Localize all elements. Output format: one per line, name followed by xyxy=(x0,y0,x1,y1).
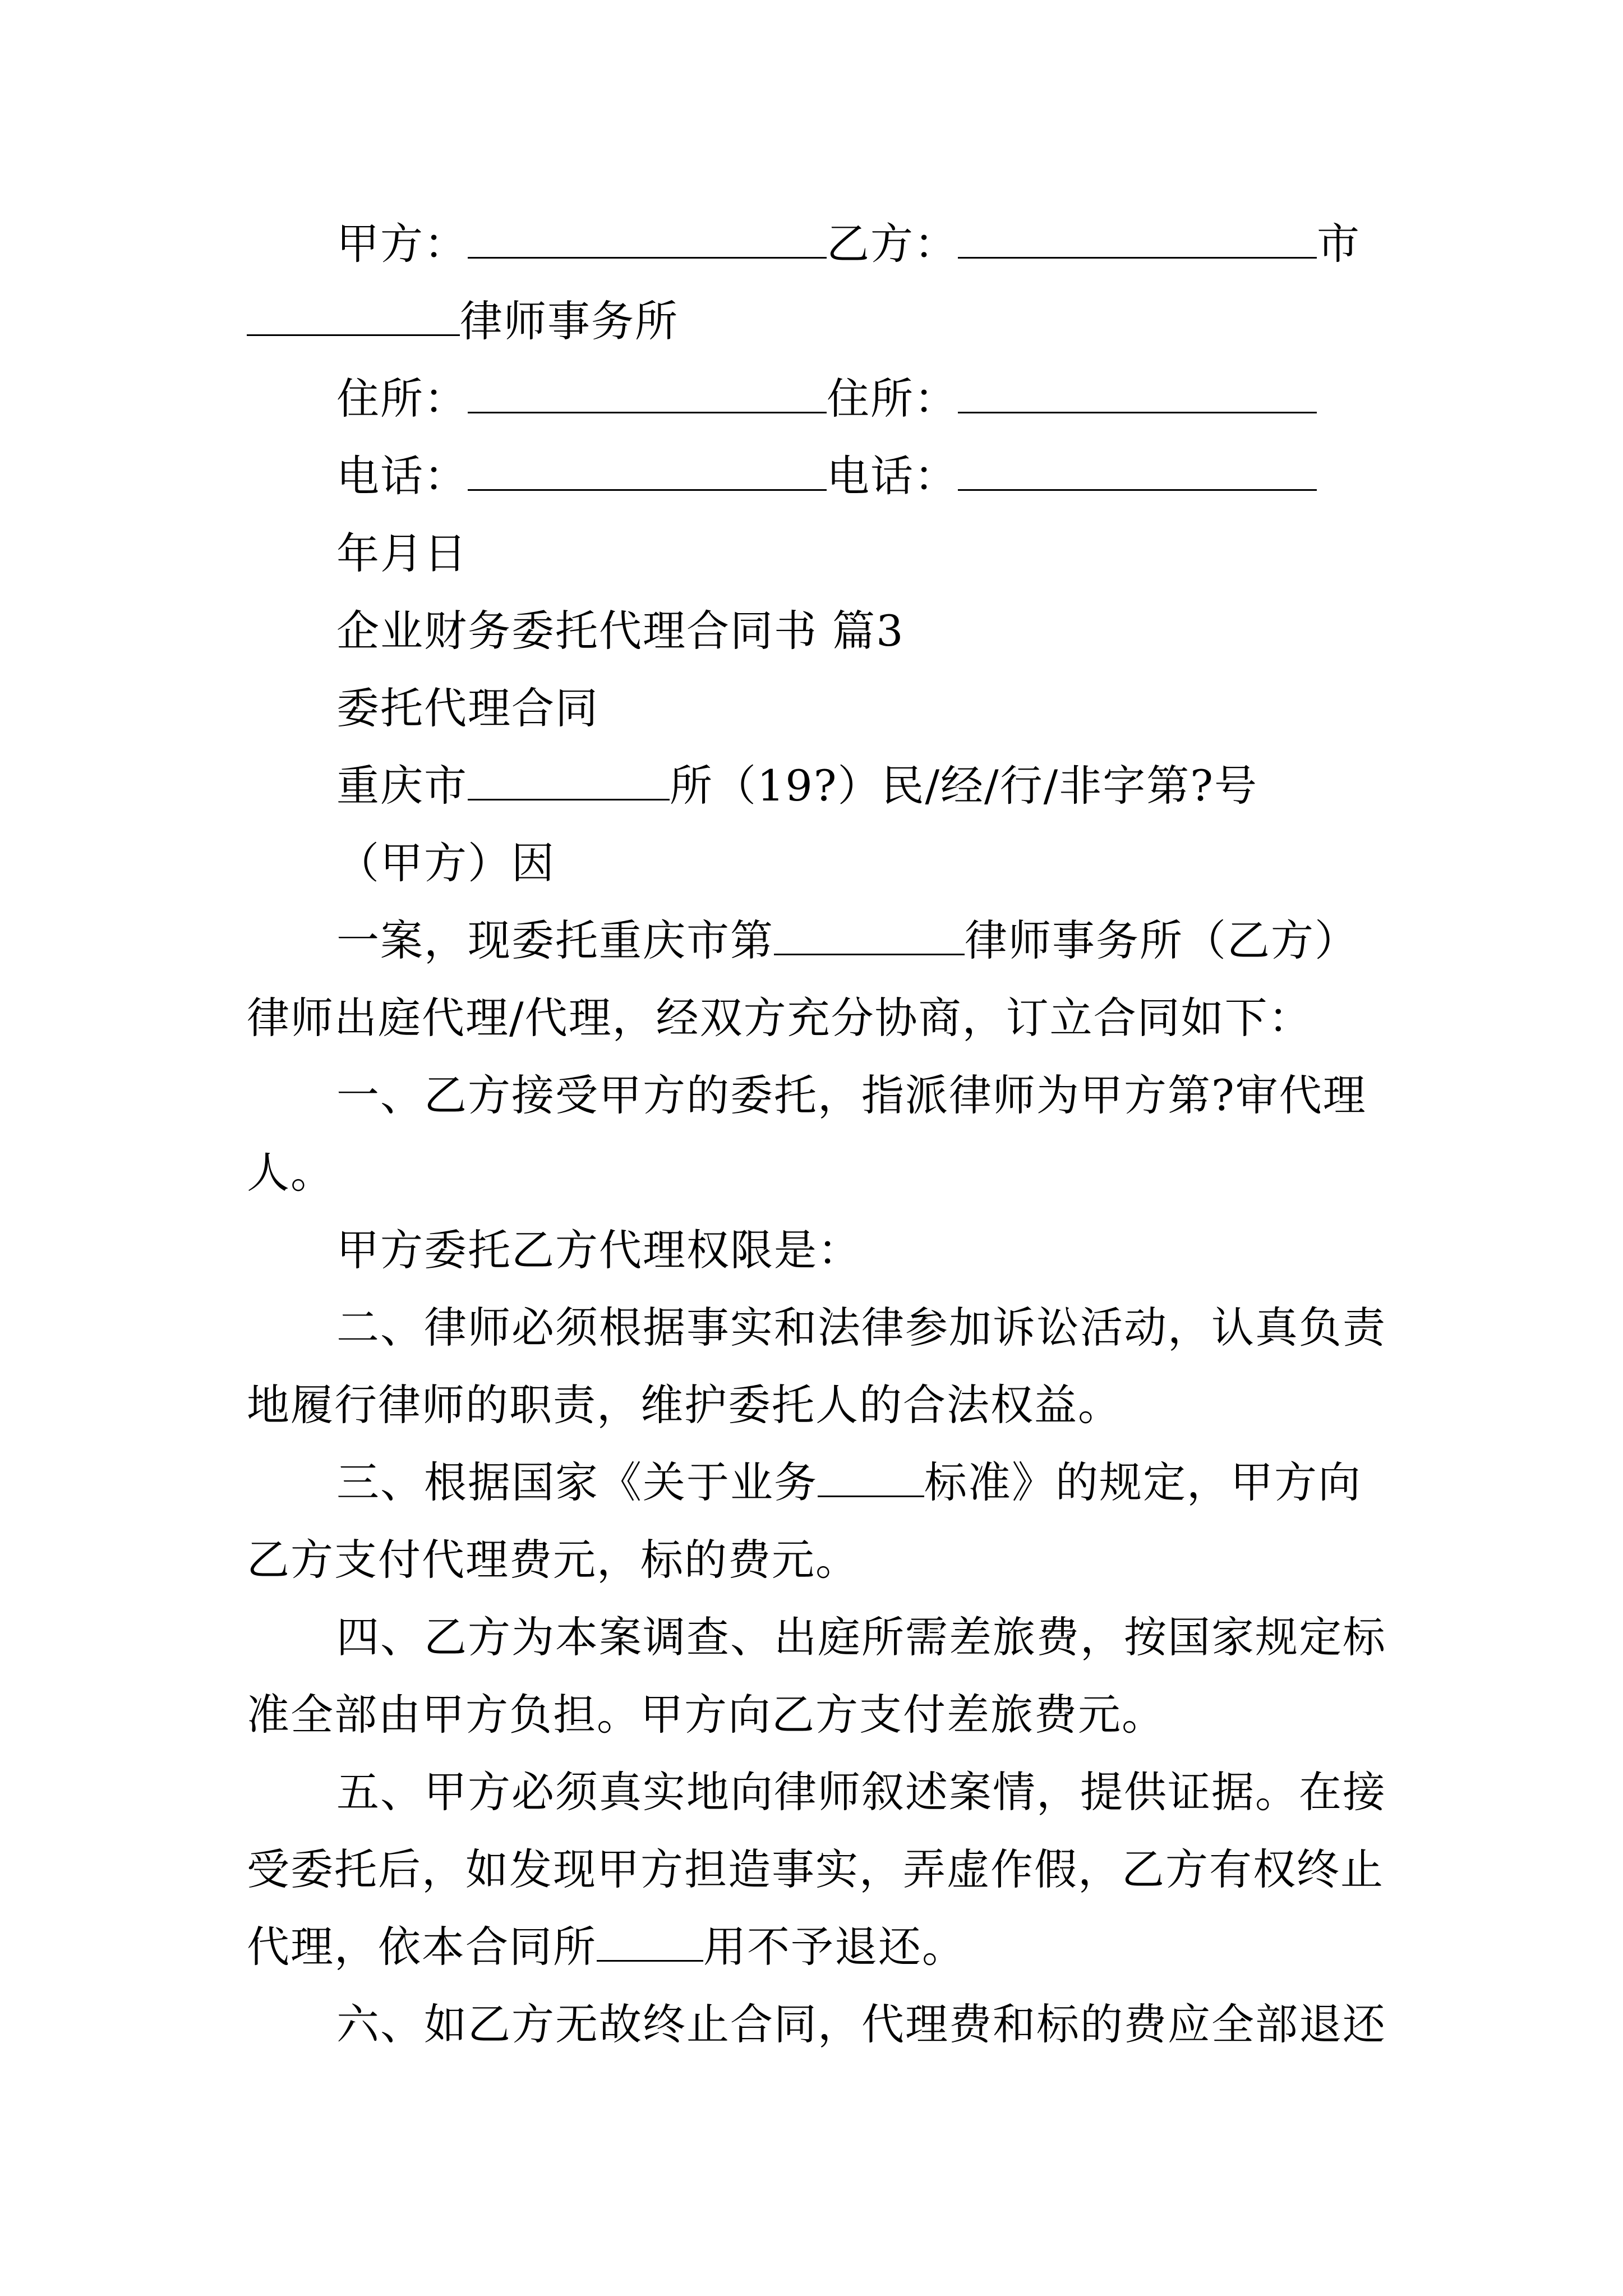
paragraph-line xyxy=(336,913,1358,969)
phone-a-blank xyxy=(468,454,827,491)
city-suffix: 市 xyxy=(1317,219,1361,269)
paragraph-line xyxy=(247,1919,966,1975)
date-line: 年月日 xyxy=(336,528,468,578)
line-text: 用不予退还。 xyxy=(703,1922,966,1972)
case-prefix: 重庆市 xyxy=(336,761,468,811)
section-subtitle: 委托代理合同 xyxy=(336,683,599,733)
party-b-label: 乙方： xyxy=(827,219,958,269)
paragraph-line: 五、甲方必须真实地向律师叙述案情，提供证据。在接 xyxy=(336,1767,1386,1817)
address-line xyxy=(336,371,1317,427)
case-number-line xyxy=(336,758,1258,814)
client-line: （甲方）因 xyxy=(336,838,555,888)
paragraph-line: 准全部由甲方负担。甲方向乙方支付差旅费元。 xyxy=(247,1690,1165,1740)
paragraph-line: 一、乙方接受甲方的委托，指派律师为甲方第?审代理 xyxy=(336,1070,1367,1120)
party-b-blank xyxy=(958,222,1317,259)
address-a-blank xyxy=(468,377,827,413)
address-b-label: 住所： xyxy=(827,374,958,424)
paragraph-line: 六、如乙方无故终止合同，代理费和标的费应全部退还 xyxy=(336,1999,1386,2049)
line-text: 律师事务所（乙方） xyxy=(965,915,1358,965)
fee-blank xyxy=(597,1925,703,1962)
paragraph-line xyxy=(336,1455,1362,1511)
fee-standard-blank xyxy=(818,1461,924,1497)
party-line xyxy=(336,216,1361,272)
court-blank xyxy=(468,764,670,800)
line-text: 代理，依本合同所 xyxy=(247,1922,597,1972)
paragraph-line: 律师出庭代理/代理，经双方充分协商，订立合同如下： xyxy=(247,993,1312,1043)
law-firm-label: 律师事务所 xyxy=(460,296,679,346)
address-a-label: 住所： xyxy=(336,374,468,424)
phone-a-label: 电话： xyxy=(336,451,468,501)
paragraph-line: 地履行律师的职责，维护委托人的合法权益。 xyxy=(247,1380,1122,1430)
paragraph-line: 甲方委托乙方代理权限是： xyxy=(336,1225,861,1275)
paragraph-line: 人。 xyxy=(247,1148,334,1198)
paragraph-line: 四、乙方为本案调查、出庭所需差旅费，按国家规定标 xyxy=(336,1612,1386,1662)
section-title: 企业财务委托代理合同书 篇3 xyxy=(336,606,905,656)
paragraph-line: 受委托后，如发现甲方担造事实，弄虚作假，乙方有权终止 xyxy=(247,1844,1384,1894)
party-a-label: 甲方： xyxy=(336,219,468,269)
city-blank xyxy=(247,300,460,336)
line-text: 三、根据国家《关于业务 xyxy=(336,1457,818,1507)
paragraph-line: 二、律师必须根据事实和法律参加诉讼活动，认真负责 xyxy=(336,1303,1386,1352)
address-b-blank xyxy=(958,377,1317,413)
line-text: 标准》的规定，甲方向 xyxy=(924,1457,1362,1507)
line-text: 一案，现委托重庆市第 xyxy=(336,915,774,965)
case-suffix: 所（19?）民/经/行/非字第?号 xyxy=(670,761,1258,811)
phone-b-label: 电话： xyxy=(827,451,958,501)
law-firm-line xyxy=(247,293,679,349)
phone-b-blank xyxy=(958,454,1317,491)
firm-number-blank xyxy=(774,919,965,955)
phone-line xyxy=(336,448,1317,504)
party-a-blank xyxy=(468,222,827,259)
paragraph-line: 乙方支付代理费元，标的费元。 xyxy=(247,1535,859,1585)
